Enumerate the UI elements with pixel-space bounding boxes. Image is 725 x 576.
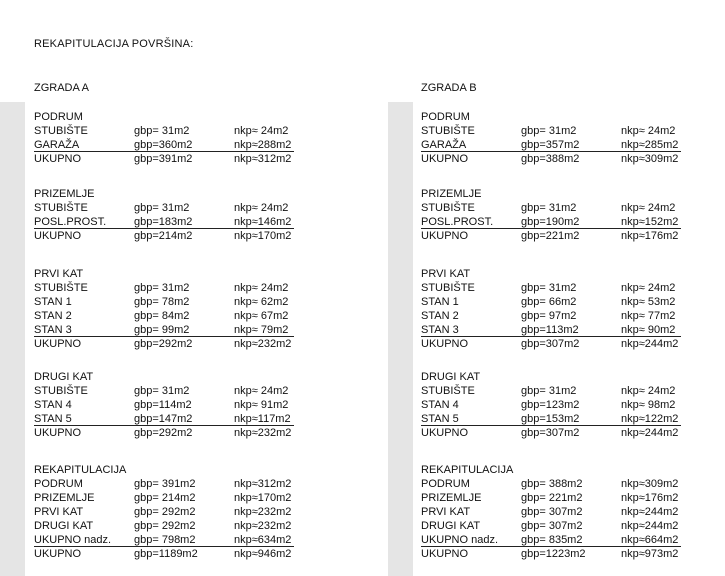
nkp-value: nkp≈312m2 bbox=[234, 153, 292, 165]
gbp-value: gbp= 292m2 bbox=[134, 506, 196, 518]
page-title: REKAPITULACIJA POVRŠINA: bbox=[34, 38, 194, 50]
row-label: UKUPNO bbox=[34, 153, 82, 165]
building-a-table bbox=[34, 102, 334, 576]
table-row bbox=[34, 229, 334, 243]
section-heading: PRIZEMLJE bbox=[34, 188, 95, 200]
table-row bbox=[34, 384, 334, 398]
table-row bbox=[34, 281, 334, 295]
row-label: STUBIŠTE bbox=[421, 385, 475, 397]
table-row bbox=[421, 309, 721, 323]
nkp-value: nkp≈152m2 bbox=[621, 216, 679, 228]
table-row bbox=[421, 477, 721, 491]
nkp-value: nkp≈232m2 bbox=[234, 338, 292, 350]
nkp-value: nkp≈232m2 bbox=[234, 520, 292, 532]
margin-strip-left bbox=[0, 102, 25, 576]
row-label: STUBIŠTE bbox=[421, 125, 475, 137]
row-label: STAN 5 bbox=[34, 413, 72, 425]
row-label: STUBIŠTE bbox=[34, 202, 88, 214]
gbp-value: gbp= 31m2 bbox=[521, 385, 577, 397]
gbp-value: gbp= 388m2 bbox=[521, 478, 583, 490]
gbp-value: gbp=221m2 bbox=[521, 230, 580, 242]
section-heading: REKAPITULACIJA bbox=[34, 464, 127, 476]
table-row bbox=[34, 138, 334, 152]
gbp-value: gbp= 292m2 bbox=[134, 520, 196, 532]
gbp-value: gbp= 97m2 bbox=[521, 310, 577, 322]
table-row bbox=[421, 491, 721, 505]
nkp-value: nkp≈312m2 bbox=[234, 478, 292, 490]
table-row bbox=[421, 138, 721, 152]
row-label: STUBIŠTE bbox=[34, 385, 88, 397]
gbp-value: gbp=190m2 bbox=[521, 216, 580, 228]
row-label: UKUPNO bbox=[421, 153, 469, 165]
table-row bbox=[421, 323, 721, 337]
table-row bbox=[421, 229, 721, 243]
section-heading: DRUGI KAT bbox=[34, 371, 94, 383]
table-row bbox=[421, 152, 721, 166]
table-row bbox=[421, 547, 721, 561]
section-heading: PRIZEMLJE bbox=[421, 188, 482, 200]
section-rekapitulacija bbox=[421, 463, 721, 561]
nkp-value: nkp≈244m2 bbox=[621, 520, 679, 532]
row-label: UKUPNO bbox=[421, 548, 469, 560]
gbp-value: gbp= 31m2 bbox=[521, 202, 577, 214]
gbp-value: gbp= 31m2 bbox=[521, 282, 577, 294]
gbp-value: gbp= 31m2 bbox=[134, 202, 190, 214]
table-row bbox=[421, 505, 721, 519]
table-row bbox=[421, 412, 721, 426]
table-row bbox=[34, 547, 334, 561]
row-label: STAN 4 bbox=[34, 399, 72, 411]
table-row bbox=[34, 426, 334, 440]
nkp-value: nkp≈146m2 bbox=[234, 216, 292, 228]
table-row bbox=[34, 124, 334, 138]
nkp-value: nkp≈232m2 bbox=[234, 506, 292, 518]
section-podrum bbox=[34, 110, 334, 166]
nkp-value: nkp≈ 24m2 bbox=[621, 202, 676, 214]
nkp-value: nkp≈ 24m2 bbox=[234, 125, 289, 137]
section-heading: PODRUM bbox=[34, 111, 83, 123]
gbp-value: gbp=388m2 bbox=[521, 153, 580, 165]
row-label: GARAŽA bbox=[34, 139, 80, 151]
row-label: UKUPNO bbox=[34, 548, 82, 560]
gbp-value: gbp=357m2 bbox=[521, 139, 580, 151]
row-label: UKUPNO nadz. bbox=[34, 534, 112, 546]
nkp-value: nkp≈170m2 bbox=[234, 230, 292, 242]
table-row bbox=[421, 519, 721, 533]
section-prizemlje bbox=[421, 187, 721, 243]
nkp-value: nkp≈ 91m2 bbox=[234, 399, 289, 411]
table-row bbox=[421, 281, 721, 295]
gbp-value: gbp=147m2 bbox=[134, 413, 193, 425]
row-label: UKUPNO bbox=[34, 338, 82, 350]
table-row bbox=[421, 426, 721, 440]
section-rekapitulacija bbox=[34, 463, 334, 561]
row-label: STAN 3 bbox=[34, 324, 72, 336]
gbp-value: gbp=123m2 bbox=[521, 399, 580, 411]
row-label: STAN 2 bbox=[34, 310, 72, 322]
row-label: UKUPNO bbox=[421, 338, 469, 350]
nkp-value: nkp≈117m2 bbox=[234, 413, 291, 425]
row-label: STAN 3 bbox=[421, 324, 459, 336]
row-label: STUBIŠTE bbox=[421, 282, 475, 294]
nkp-value: nkp≈946m2 bbox=[234, 548, 292, 560]
gbp-value: gbp= 84m2 bbox=[134, 310, 190, 322]
section-prvi-kat bbox=[421, 267, 721, 351]
nkp-value: nkp≈244m2 bbox=[621, 427, 679, 439]
row-label: POSL.PROST. bbox=[421, 216, 494, 228]
gbp-value: gbp= 798m2 bbox=[134, 534, 196, 546]
margin-strip-middle bbox=[388, 102, 413, 576]
table-row bbox=[34, 491, 334, 505]
gbp-value: gbp= 31m2 bbox=[521, 125, 577, 137]
row-label: UKUPNO bbox=[421, 230, 469, 242]
row-label: STUBIŠTE bbox=[34, 282, 88, 294]
nkp-value: nkp≈170m2 bbox=[234, 492, 292, 504]
building-a-title: ZGRADA A bbox=[34, 82, 90, 94]
gbp-value: gbp=360m2 bbox=[134, 139, 193, 151]
gbp-value: gbp= 307m2 bbox=[521, 506, 583, 518]
table-row bbox=[34, 533, 334, 547]
table-row bbox=[34, 505, 334, 519]
section-prvi-kat bbox=[34, 267, 334, 351]
gbp-value: gbp=1223m2 bbox=[521, 548, 586, 560]
table-row bbox=[421, 201, 721, 215]
table-row bbox=[34, 295, 334, 309]
gbp-value: gbp=214m2 bbox=[134, 230, 193, 242]
row-label: PODRUM bbox=[34, 478, 83, 490]
table-row bbox=[421, 337, 721, 351]
row-label: DRUGI KAT bbox=[421, 520, 481, 532]
nkp-value: nkp≈ 24m2 bbox=[621, 282, 676, 294]
row-label: STAN 2 bbox=[421, 310, 459, 322]
nkp-value: nkp≈244m2 bbox=[621, 506, 679, 518]
table-row bbox=[34, 215, 334, 229]
nkp-value: nkp≈122m2 bbox=[621, 413, 679, 425]
gbp-value: gbp= 221m2 bbox=[521, 492, 583, 504]
gbp-value: gbp= 391m2 bbox=[134, 478, 196, 490]
section-podrum bbox=[421, 110, 721, 166]
nkp-value: nkp≈ 53m2 bbox=[621, 296, 676, 308]
row-label: STAN 1 bbox=[34, 296, 72, 308]
nkp-value: nkp≈244m2 bbox=[621, 338, 679, 350]
row-label: STAN 5 bbox=[421, 413, 459, 425]
gbp-value: gbp=113m2 bbox=[521, 324, 579, 336]
nkp-value: nkp≈ 62m2 bbox=[234, 296, 289, 308]
row-label: GARAŽA bbox=[421, 139, 467, 151]
nkp-value: nkp≈285m2 bbox=[621, 139, 679, 151]
nkp-value: nkp≈ 24m2 bbox=[234, 202, 289, 214]
nkp-value: nkp≈ 98m2 bbox=[621, 399, 676, 411]
table-row bbox=[34, 337, 334, 351]
table-row bbox=[34, 398, 334, 412]
gbp-value: gbp=292m2 bbox=[134, 338, 193, 350]
section-drugi-kat bbox=[421, 370, 721, 440]
row-label: STUBIŠTE bbox=[421, 202, 475, 214]
gbp-value: gbp= 835m2 bbox=[521, 534, 583, 546]
gbp-value: gbp= 99m2 bbox=[134, 324, 190, 336]
nkp-value: nkp≈ 79m2 bbox=[234, 324, 289, 336]
gbp-value: gbp= 214m2 bbox=[134, 492, 196, 504]
row-label: STAN 4 bbox=[421, 399, 459, 411]
gbp-value: gbp=114m2 bbox=[134, 399, 192, 411]
section-heading: DRUGI KAT bbox=[421, 371, 481, 383]
gbp-value: gbp=1189m2 bbox=[134, 548, 198, 560]
gbp-value: gbp= 66m2 bbox=[521, 296, 577, 308]
row-label: UKUPNO bbox=[421, 427, 469, 439]
table-row bbox=[34, 519, 334, 533]
nkp-value: nkp≈176m2 bbox=[621, 230, 679, 242]
table-row bbox=[34, 309, 334, 323]
building-b-table bbox=[421, 102, 721, 576]
table-row bbox=[421, 215, 721, 229]
nkp-value: nkp≈634m2 bbox=[234, 534, 292, 546]
table-row bbox=[34, 323, 334, 337]
table-row bbox=[34, 477, 334, 491]
row-label: STUBIŠTE bbox=[34, 125, 88, 137]
gbp-value: gbp= 78m2 bbox=[134, 296, 190, 308]
table-row bbox=[421, 398, 721, 412]
gbp-value: gbp=391m2 bbox=[134, 153, 193, 165]
row-label: PRVI KAT bbox=[34, 506, 84, 518]
section-heading: REKAPITULACIJA bbox=[421, 464, 514, 476]
row-label: POSL.PROST. bbox=[34, 216, 107, 228]
table-row bbox=[421, 533, 721, 547]
nkp-value: nkp≈ 67m2 bbox=[234, 310, 289, 322]
nkp-value: nkp≈232m2 bbox=[234, 427, 292, 439]
section-heading: PRVI KAT bbox=[421, 268, 471, 280]
gbp-value: gbp= 31m2 bbox=[134, 385, 190, 397]
gbp-value: gbp= 31m2 bbox=[134, 282, 190, 294]
row-label: PODRUM bbox=[421, 478, 470, 490]
gbp-value: gbp=292m2 bbox=[134, 427, 193, 439]
nkp-value: nkp≈ 24m2 bbox=[621, 385, 676, 397]
table-row bbox=[421, 295, 721, 309]
nkp-value: nkp≈ 24m2 bbox=[234, 385, 289, 397]
nkp-value: nkp≈309m2 bbox=[621, 478, 679, 490]
section-prizemlje bbox=[34, 187, 334, 243]
row-label: UKUPNO bbox=[34, 230, 82, 242]
nkp-value: nkp≈309m2 bbox=[621, 153, 679, 165]
section-heading: PODRUM bbox=[421, 111, 470, 123]
row-label: UKUPNO nadz. bbox=[421, 534, 499, 546]
nkp-value: nkp≈ 77m2 bbox=[621, 310, 676, 322]
nkp-value: nkp≈ 24m2 bbox=[621, 125, 676, 137]
table-row bbox=[421, 124, 721, 138]
gbp-value: gbp= 307m2 bbox=[521, 520, 583, 532]
nkp-value: nkp≈973m2 bbox=[621, 548, 679, 560]
nkp-value: nkp≈ 24m2 bbox=[234, 282, 289, 294]
section-heading: PRVI KAT bbox=[34, 268, 84, 280]
table-row bbox=[34, 152, 334, 166]
gbp-value: gbp=153m2 bbox=[521, 413, 580, 425]
row-label: PRIZEMLJE bbox=[34, 492, 95, 504]
gbp-value: gbp= 31m2 bbox=[134, 125, 190, 137]
nkp-value: nkp≈664m2 bbox=[621, 534, 679, 546]
nkp-value: nkp≈176m2 bbox=[621, 492, 679, 504]
nkp-value: nkp≈288m2 bbox=[234, 139, 292, 151]
gbp-value: gbp=307m2 bbox=[521, 427, 580, 439]
row-label: UKUPNO bbox=[34, 427, 82, 439]
nkp-value: nkp≈ 90m2 bbox=[621, 324, 676, 336]
building-b-title: ZGRADA B bbox=[421, 82, 477, 94]
table-row bbox=[34, 201, 334, 215]
table-row bbox=[34, 412, 334, 426]
row-label: DRUGI KAT bbox=[34, 520, 94, 532]
gbp-value: gbp=307m2 bbox=[521, 338, 580, 350]
table-row bbox=[421, 384, 721, 398]
row-label: PRIZEMLJE bbox=[421, 492, 482, 504]
gbp-value: gbp=183m2 bbox=[134, 216, 193, 228]
row-label: PRVI KAT bbox=[421, 506, 471, 518]
section-drugi-kat bbox=[34, 370, 334, 440]
row-label: STAN 1 bbox=[421, 296, 459, 308]
